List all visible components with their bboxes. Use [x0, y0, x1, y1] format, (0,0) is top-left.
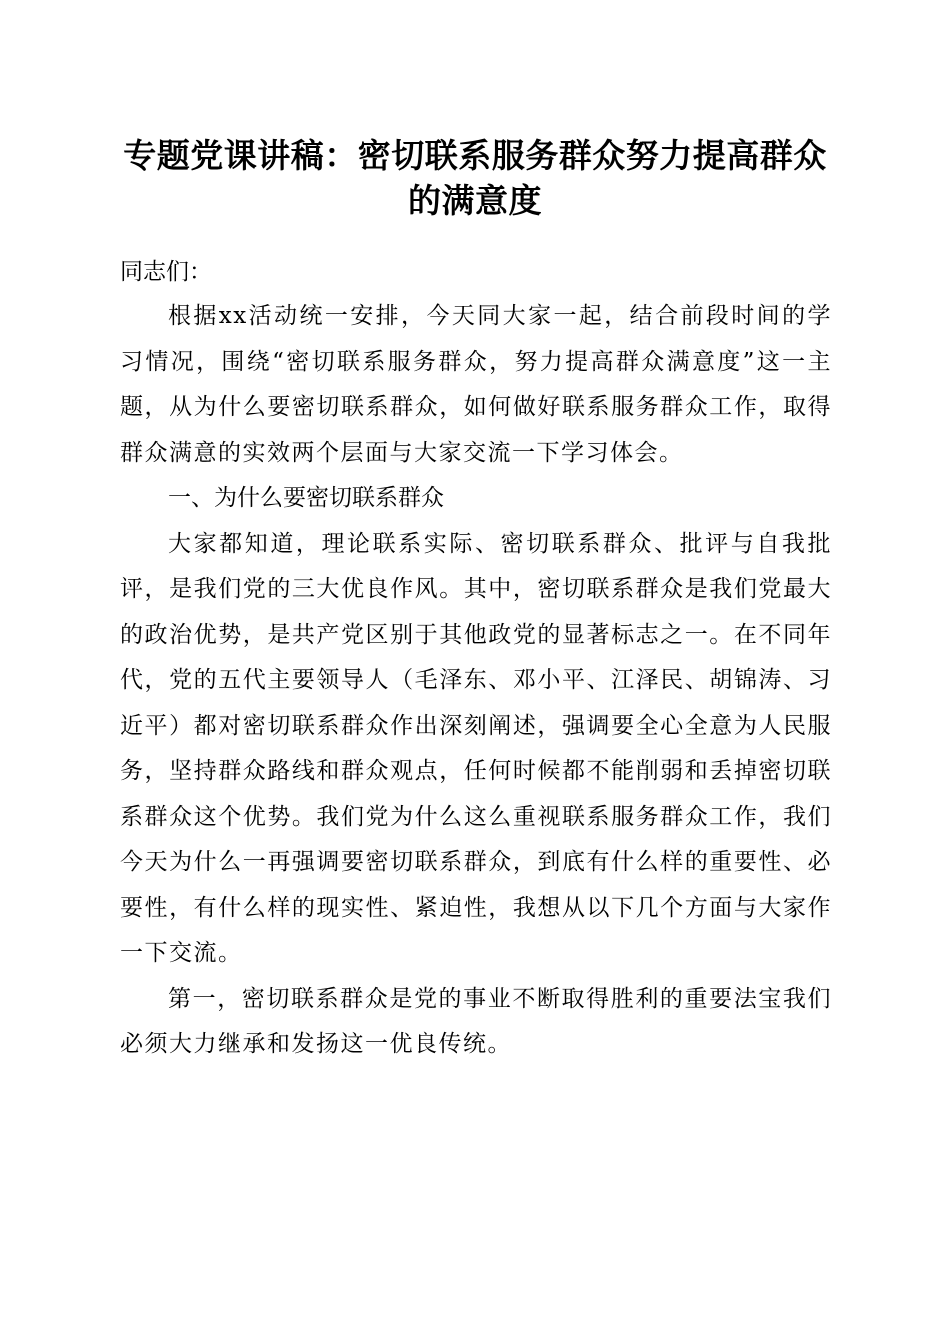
salutation: 同志们： [120, 259, 212, 285]
document-title: 专题党课讲稿：密切联系服务群众努力提高群众的满意度 [123, 136, 827, 220]
intro-paragraph: 根据xx活动统一安排，今天同大家一起，结合前段时间的学习情况，围绕“密切联系服务群众，努力提高群众满意度”这一主题，从为什么要密切联系群众，如何做好联系服务群众工作，取得群众满意的实效两个层面与大家交流一下学习体会。 [120, 303, 832, 466]
document-body [120, 250, 832, 1068]
section-paragraph: 第一，密切联系群众是党的事业不断取得胜利的重要法宝我们必须大力继承和发扬这一优良传统。 [120, 985, 832, 1057]
section-paragraph: 大家都知道，理论联系实际、密切联系群众、批评与自我批评，是我们党的三大优良作风。其中，密切联系群众是我们党最大的政治优势，是共产党区别于其他政党的显著标志之一。在不同年代，党的五代主要领导人（毛泽东、邓小平、江泽民、胡锦涛、习近平）都对密切联系群众作出深刻阐述，强调要全心全意为人民服务，坚持群众路线和群众观点，任何时候都不能削弱和丢掉密切联系群众这个优势。我们党为什么这么重视联系服务群众工作，我们今天为什么一再强调要密切联系群众，到底有什么样的重要性、必要性，有什么样的现实性、紧迫性，我想从以下几个方面与大家作一下交流。 [120, 530, 832, 966]
section-heading: 一、为什么要密切联系群众 [168, 485, 444, 511]
